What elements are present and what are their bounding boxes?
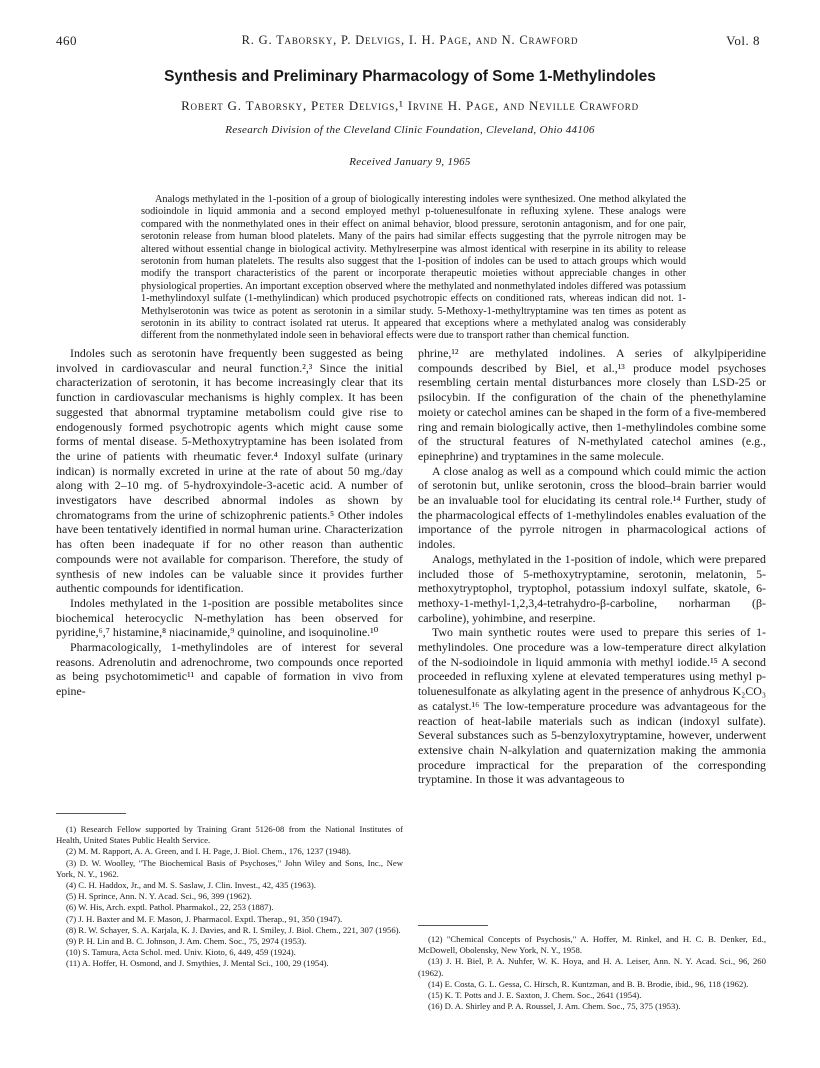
footnote: (13) J. H. Biel, P. A. Nuhfer, W. K. Hoya, and H. A. Leiser, Ann. N. Y. Acad. Sci., 96, 260 (1962). xyxy=(418,956,766,978)
article-title: Synthesis and Preliminary Pharmacology of Some 1-Methylindoles xyxy=(164,68,656,85)
footnote: (7) J. H. Baxter and M. F. Mason, J. Pharmacol. Exptl. Therap., 91, 350 (1947). xyxy=(66,913,343,924)
footnote: (2) M. M. Rapport, A. A. Green, and I. H. Page, J. Biol. Chem., 176, 1237 (1948). xyxy=(66,846,351,857)
footnote-divider xyxy=(418,925,488,926)
footnote: (8) R. W. Schayer, S. A. Karjala, K. J. Davies, and R. I. Smiley, J. Biol. Chem., 221, 307 (1956). xyxy=(66,924,401,935)
volume-label: Vol. 8 xyxy=(726,33,760,48)
footnote: (1) Research Fellow supported by Training Grant 5126-08 from the National Institutes of Health, United States Public Health Service. xyxy=(56,824,403,846)
footnote: (14) E. Costa, G. L. Gessa, C. Hirsch, R. Kuntzman, and B. B. Brodie, ibid., 96, 118 (1962). xyxy=(428,978,749,989)
body-column-right xyxy=(418,346,766,787)
affiliation: Research Division of the Cleveland Clinic Foundation, Cleveland, Ohio 44106 xyxy=(225,124,595,136)
footnote: (4) C. H. Haddox, Jr., and M. S. Saslaw, J. Clin. Invest., 42, 435 (1963). xyxy=(66,880,316,891)
footnote: (11) A. Hoffer, H. Osmond, and J. Smythies, J. Mental Sci., 100, 29 (1954). xyxy=(66,958,329,969)
footnotes-left xyxy=(56,824,403,970)
body-paragraph: Two main synthetic routes were used to prepare this series of 1-methylindoles. One procedure was a low-temperature direct alkylation of the N-sodioindole in liquid ammonia with methyl iodide.¹⁵ A second proceeded in refluxing xylene at elevated temperatures using methyl p-toluenesulfonate as alkylating agent in the presence of anhydrous K₂CO₃ as catalyst.¹⁶ The low-temperature procedure was advantageous for the reaction of heat-labile materials such as indican (indoxyl sulfate). Several substances such as 5-benzyloxytryptamine, however, underwent extensive chain N-alkylation and quaternization making the ammonia procedure impractical for the preparation of the corresponding tryptamine. In those it was advantageous to xyxy=(418,625,766,787)
footnote: (6) W. His, Arch. exptl. Pathol. Pharmakol., 22, 253 (1887). xyxy=(66,902,274,913)
footnote: (15) K. T. Potts and J. E. Saxton, J. Chem. Soc., 2641 (1954). xyxy=(428,990,642,1001)
footnote: (3) D. W. Woolley, "The Biochemical Basis of Psychoses," John Wiley and Sons, Inc., New York, N. Y., 1962. xyxy=(56,857,403,879)
body-paragraph: phrine,¹² are methylated indolines. A series of alkylpiperidine compounds described by Biel, et al.,¹³ produce model psychoses resembling certain mental disturbances more closely than LSD-25 or psilocybin. If the configuration of the chain of the phenethylamine moiety or catechol amines can be shaped in the form of a five-membered ring and remain biologically active, then 1-methylindoles combine some of the structural features of N-methylated catechol amines (e.g., epinephrine) and tryptamines in the same molecule. xyxy=(418,346,766,463)
article-authors: Robert G. Taborsky, Peter Delvigs,¹ Irvine H. Page, and Neville Crawford xyxy=(181,98,639,113)
footnote: (5) H. Sprince, Ann. N. Y. Acad. Sci., 96, 399 (1962). xyxy=(66,891,252,902)
footnote-divider xyxy=(56,813,126,814)
body-column-left xyxy=(56,346,403,699)
footnote: (16) D. A. Shirley and P. A. Roussel, J. Am. Chem. Soc., 75, 375 (1953). xyxy=(428,1001,681,1012)
body-paragraph: Pharmacologically, 1-methylindoles are of interest for several reasons. Adrenolutin and adrenochrome, two compounds once reported as being psychotomimetic¹¹ and capable of formation in vivo from epine- xyxy=(56,640,403,699)
body-paragraph: Indoles such as serotonin have frequently been suggested as being involved in cardiovascular and neural function.²,³ Since the initial characterization of serotonin, it has become increasingly clear that its function in cardiovascular mechanisms is highly complex. It has been suggested that abnormal tryptamine metabolism could give rise to endogenously formed psychotropic agents which might cause some forms of mental disease. 5-Methoxytryptamine has been isolated from the urine of patients with rheumatic fever.⁴ Indoxyl sulfate (urinary indican) is normally excreted in urine at the rate of about 50 mg./day along with 2–10 mg. of 5-hydroxyindole-3-acetic acid. A number of investigators have described abnormal indoles as shown by chromatograms from the urine of schizophrenic patients.⁵ Other indoles have been tentatively identified in normal human urine. Characterization has often been inadequate if for no other reason than authentic compounds were not available for comparison. Therefore, the study of synthesis of new indoles can be valuable since it provides further authentic compounds for identification. xyxy=(56,346,403,596)
page-number: 460 xyxy=(56,33,77,48)
running-header-authors: R. G. Taborsky, P. Delvigs, I. H. Page, and N. Crawford xyxy=(241,33,579,47)
body-paragraph: Analogs, methylated in the 1-position of indole, which were prepared included those of 5-methoxytryptamine, serotonin, melatonin, 5-methoxytryptophol, tryptophol, potassium indoxyl sulfate, skatole, 6-methoxy-1-methyl-1,2,3,4-tetrahydro-β-carboline, norharman (β-carboline), yohimbine, and reserpine. xyxy=(418,551,766,625)
abstract: Analogs methylated in the 1-position of a group of biologically interesting indoles were synthesized. One method alkylated the sodioindole in liquid ammonia and a second employed methyl p-toluenesulfonate in refluxing xylene. These analogs were compared with the nonmethylated ones in their effect on animal behavior, blood pressure, serotonin antagonism, and for one pair, serotonin release from human blood platelets. Many of the pairs had similar effects suggesting that the pyrrole nitrogen may be altered without essential change in biological activity. Methylreserpine was almost identical with reserpine in its ability to release serotonin from human platelets. The results also suggest that the 1-position of indoles can be used to attach groups which would modify the transport characteristics of the parent or incorporate therapeutic moieties without appreciable changes in other physiological properties. An important exception observed where the methylated and nonmethylated indoles differed was potassium 1-methylindoxyl sulfate (1-methylindican) which produced psychotropic effects on conditioned rats, whereas indican did not. 1-Methylserotonin was twice as potent as serotonin in a similar study. 5-Methoxy-1-methyltryptamine was ten times as potent as serotonin in its ability to contract isolated rat uterus. It appeared that exceptions where a methylated analog was considerably different from the nonmethylated indole seen in behavioral effects were due to transport rather than chemical function. xyxy=(141,194,686,342)
body-paragraph: A close analog as well as a compound which could mimic the action of serotonin but, unlike serotonin, cross the blood–brain barrier would be an invaluable tool for elucidating its central role.¹⁴ Further, study of the pharmacological effects of 1-methylindoles enables evaluation of the importance of the pyrrole nitrogen in pharmacological actions of indoles. xyxy=(418,463,766,552)
footnotes-right xyxy=(418,934,766,1012)
footnote: (9) P. H. Lin and B. C. Johnson, J. Am. Chem. Soc., 75, 2974 (1953). xyxy=(66,936,307,947)
body-paragraph: Indoles methylated in the 1-position are possible metabolites since biochemical heterocyclic N-methylation has been observed for pyridine,⁶,⁷ histamine,⁸ niacinamide,⁹ quinoline, and isoquinoline.¹⁰ xyxy=(56,595,403,640)
footnote: (12) "Chemical Concepts of Psychosis," A. Hoffer, M. Rinkel, and H. C. B. Denker, Ed., McDowell, Obolensky, New York, N. Y., 1958. xyxy=(418,934,766,956)
footnote: (10) S. Tamura, Acta Schol. med. Univ. Kioto, 6, 449, 459 (1924). xyxy=(66,947,296,958)
received-date: Received January 9, 1965 xyxy=(349,156,471,168)
